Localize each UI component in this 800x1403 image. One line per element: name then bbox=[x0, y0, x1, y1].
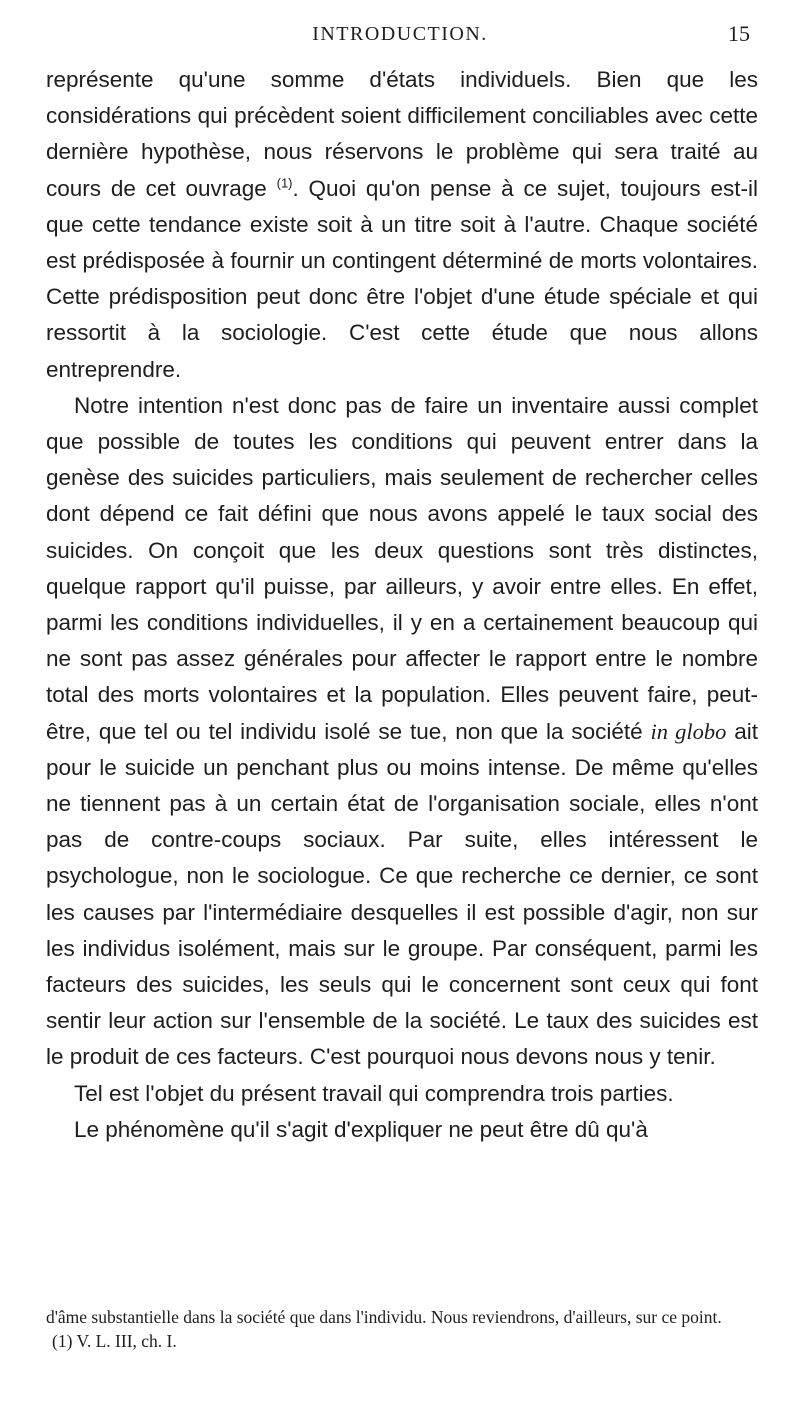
running-title: INTRODUCTION. bbox=[312, 23, 488, 45]
running-head bbox=[0, 20, 800, 48]
paragraph-2 bbox=[46, 388, 758, 1076]
footnote-continuation: d'âme substantielle dans la société que dans l'individu. Nous reviendrons, d'ailleurs, sur ce point. bbox=[46, 1307, 722, 1327]
footnotes bbox=[46, 1306, 758, 1353]
body-text bbox=[46, 62, 758, 1148]
italic-phrase: in globo bbox=[650, 718, 727, 744]
page-number: 15 bbox=[728, 21, 750, 46]
paragraph-2-text-b: ait pour le suicide un penchant plus ou moins intense. De même qu'elles ne tiennent pas à un certain état de l'organisation sociale, elles n'ont pas de contre-coups sociaux. Par suite, elles intéressent le psychologue, non le sociologue. Ce que recherche ce dernier, ce sont les causes par l'intermédiaire desquelles il est possible d'agir, non sur les individus isolément, mais sur le groupe. Par conséquent, parmi les facteurs des suicides, les seuls qui le concernent sont ceux qui font sentir leur action sur l'ensemble de la société. Le taux des suicides est le produit de ces facteurs. C'est pourquoi nous devons nous y tenir. bbox=[46, 718, 758, 1070]
paragraph-4: Le phénomène qu'il s'agit d'expliquer ne peut être dû qu'à bbox=[74, 1116, 648, 1142]
paragraph-2-text-a: Notre intention n'est donc pas de faire un inventaire aussi complet que possible de toutes les conditions qui peuvent entrer dans la genèse des suicides particuliers, mais seulement de rechercher celles dont dépend ce fait défini que nous avons appelé le taux social des suicides. On conçoit que les deux questions sont très distinctes, quelque rapport qu'il puisse, par ailleurs, y avoir entre elles. En effet, parmi les conditions individuelles, il y en a certainement beaucoup qui ne sont pas assez générales pour affecter le rapport entre le nombre total des morts volontaires et la population. Elles peuvent faire, peut-être, que tel ou tel individu isolé se tue, non que la société bbox=[46, 392, 758, 744]
footnote-reference: (1) bbox=[276, 175, 293, 191]
paragraph-1 bbox=[46, 62, 758, 388]
footnote-1: (1) V. L. III, ch. I. bbox=[52, 1330, 177, 1351]
paragraph-1-text-a: représente qu'une somme d'états individuels. Bien que les considérations qui précèdent soient difficilement conciliables avec cette dernière hypothèse, nous réservons le problème qui sera traité au cours de cet ouvrage bbox=[46, 67, 758, 201]
paragraph-1-text-b: . Quoi qu'on pense à ce sujet, toujours est-il que cette tendance existe soit à un titre soit à l'autre. Chaque société est prédisposée à fournir un contingent déterminé de morts volontaires. Cette prédisposition peut donc être l'objet d'une étude spéciale et qui ressortit à la sociologie. C'est cette étude que nous allons entreprendre. bbox=[46, 175, 758, 382]
paragraph-3: Tel est l'objet du présent travail qui comprendra trois parties. bbox=[74, 1080, 674, 1106]
